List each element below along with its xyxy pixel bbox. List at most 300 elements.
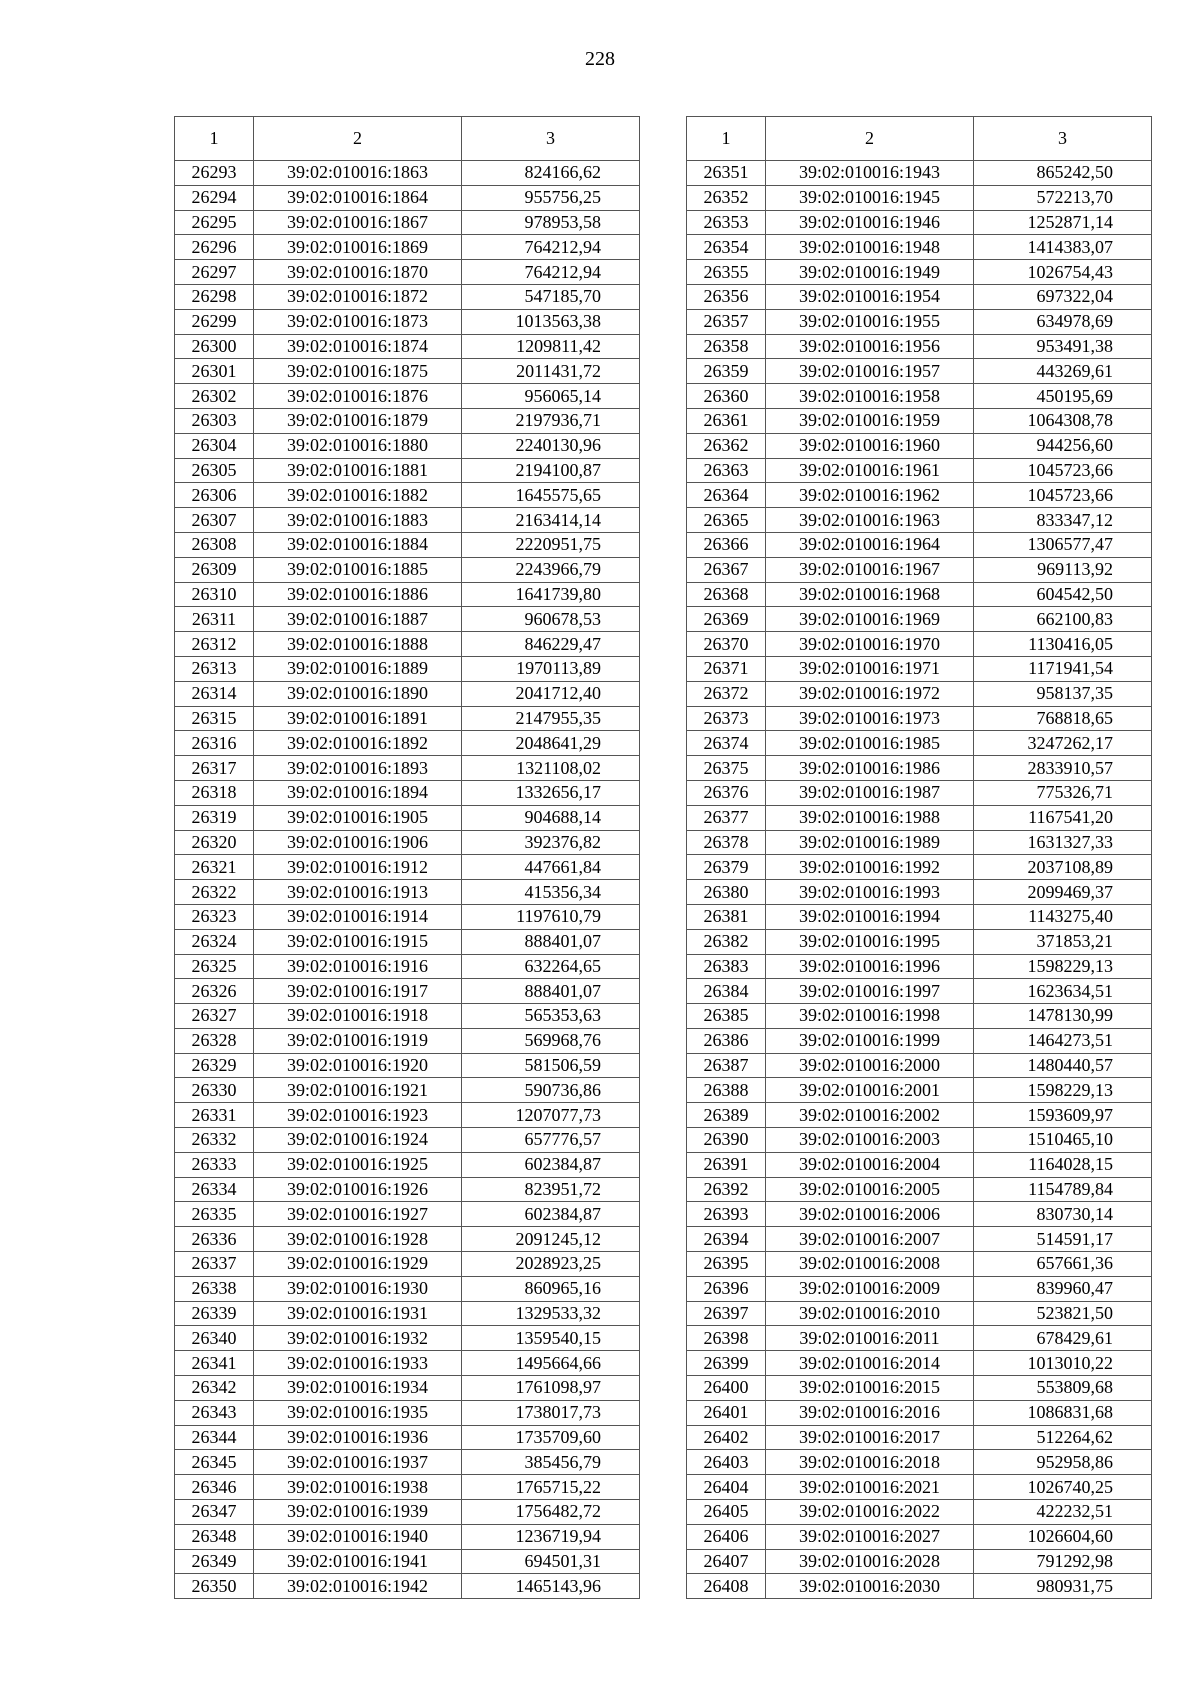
cadastral-number-cell: 39:02:010016:1886	[254, 582, 462, 607]
row-number-cell: 26348	[175, 1524, 254, 1549]
row-number-cell: 26293	[175, 161, 254, 186]
row-number-cell: 26294	[175, 185, 254, 210]
cadastral-number-cell: 39:02:010016:1995	[766, 929, 974, 954]
row-number-cell: 26358	[687, 334, 766, 359]
cadastral-number-cell: 39:02:010016:1869	[254, 235, 462, 260]
value-cell: 443269,61	[974, 359, 1152, 384]
row-number-cell: 26397	[687, 1301, 766, 1326]
cadastral-number-cell: 39:02:010016:1885	[254, 557, 462, 582]
cadastral-number-cell: 39:02:010016:1921	[254, 1078, 462, 1103]
row-number-cell: 26300	[175, 334, 254, 359]
value-cell: 1329533,32	[462, 1301, 640, 1326]
row-number-cell: 26371	[687, 656, 766, 681]
table-row	[687, 359, 1152, 384]
value-cell: 791292,98	[974, 1549, 1152, 1574]
row-number-cell: 26391	[687, 1152, 766, 1177]
value-cell: 764212,94	[462, 235, 640, 260]
cadastral-number-cell: 39:02:010016:1962	[766, 483, 974, 508]
cadastral-number-cell: 39:02:010016:1933	[254, 1351, 462, 1376]
value-cell: 1332656,17	[462, 780, 640, 805]
table-row	[175, 979, 640, 1004]
cadastral-number-cell: 39:02:010016:1958	[766, 384, 974, 409]
value-cell: 514591,17	[974, 1227, 1152, 1252]
row-number-cell: 26322	[175, 880, 254, 905]
row-number-cell: 26345	[175, 1450, 254, 1475]
table-row	[687, 1301, 1152, 1326]
cadastral-number-cell: 39:02:010016:1992	[766, 855, 974, 880]
row-number-cell: 26405	[687, 1500, 766, 1525]
cadastral-number-cell: 39:02:010016:1906	[254, 830, 462, 855]
table-row	[687, 433, 1152, 458]
table-row	[175, 161, 640, 186]
row-number-cell: 26314	[175, 681, 254, 706]
table-row	[175, 780, 640, 805]
row-number-cell: 26319	[175, 805, 254, 830]
value-cell: 1130416,05	[974, 632, 1152, 657]
cadastral-number-cell: 39:02:010016:1925	[254, 1152, 462, 1177]
table-row	[175, 904, 640, 929]
table-row	[175, 954, 640, 979]
table-row	[687, 1152, 1152, 1177]
table-row	[687, 161, 1152, 186]
value-cell: 944256,60	[974, 433, 1152, 458]
value-cell: 1593609,97	[974, 1103, 1152, 1128]
value-cell: 839960,47	[974, 1276, 1152, 1301]
value-cell: 602384,87	[462, 1202, 640, 1227]
table-header-row	[175, 117, 640, 161]
value-cell: 450195,69	[974, 384, 1152, 409]
row-number-cell: 26395	[687, 1252, 766, 1277]
cadastral-number-cell: 39:02:010016:1864	[254, 185, 462, 210]
value-cell: 553809,68	[974, 1376, 1152, 1401]
row-number-cell: 26333	[175, 1152, 254, 1177]
table-row	[687, 1475, 1152, 1500]
row-number-cell: 26370	[687, 632, 766, 657]
cadastral-number-cell: 39:02:010016:1874	[254, 334, 462, 359]
row-number-cell: 26340	[175, 1326, 254, 1351]
cadastral-number-cell: 39:02:010016:1939	[254, 1500, 462, 1525]
value-cell: 952958,86	[974, 1450, 1152, 1475]
column-header-1: 1	[175, 117, 254, 161]
table-row	[687, 1202, 1152, 1227]
cadastral-number-cell: 39:02:010016:1941	[254, 1549, 462, 1574]
cadastral-table-left	[174, 116, 640, 1599]
value-cell: 2163414,14	[462, 508, 640, 533]
row-number-cell: 26389	[687, 1103, 766, 1128]
cadastral-table-right	[686, 116, 1152, 1599]
table-row	[175, 1326, 640, 1351]
value-cell: 775326,71	[974, 780, 1152, 805]
cadastral-number-cell: 39:02:010016:1918	[254, 1004, 462, 1029]
table-row	[175, 1103, 640, 1128]
value-cell: 385456,79	[462, 1450, 640, 1475]
table-row	[175, 334, 640, 359]
value-cell: 960678,53	[462, 607, 640, 632]
row-number-cell: 26404	[687, 1475, 766, 1500]
table-row	[687, 1425, 1152, 1450]
table-row	[687, 979, 1152, 1004]
table-row	[175, 656, 640, 681]
value-cell: 565353,63	[462, 1004, 640, 1029]
value-cell: 523821,50	[974, 1301, 1152, 1326]
cadastral-number-cell: 39:02:010016:1917	[254, 979, 462, 1004]
row-number-cell: 26362	[687, 433, 766, 458]
row-number-cell: 26369	[687, 607, 766, 632]
table-row	[687, 210, 1152, 235]
table-row	[687, 1351, 1152, 1376]
table-row	[687, 1078, 1152, 1103]
row-number-cell: 26343	[175, 1400, 254, 1425]
value-cell: 2099469,37	[974, 880, 1152, 905]
cadastral-number-cell: 39:02:010016:1938	[254, 1475, 462, 1500]
row-number-cell: 26310	[175, 582, 254, 607]
row-number-cell: 26356	[687, 284, 766, 309]
cadastral-number-cell: 39:02:010016:1916	[254, 954, 462, 979]
row-number-cell: 26311	[175, 607, 254, 632]
table-row	[175, 582, 640, 607]
value-cell: 2011431,72	[462, 359, 640, 384]
table-row	[175, 408, 640, 433]
row-number-cell: 26316	[175, 731, 254, 756]
table-row	[687, 780, 1152, 805]
cadastral-number-cell: 39:02:010016:2022	[766, 1500, 974, 1525]
value-cell: 422232,51	[974, 1500, 1152, 1525]
value-cell: 823951,72	[462, 1177, 640, 1202]
table-row	[175, 384, 640, 409]
value-cell: 1735709,60	[462, 1425, 640, 1450]
table-row	[687, 880, 1152, 905]
value-cell: 2041712,40	[462, 681, 640, 706]
value-cell: 955756,25	[462, 185, 640, 210]
table-row	[687, 607, 1152, 632]
row-number-cell: 26334	[175, 1177, 254, 1202]
row-number-cell: 26406	[687, 1524, 766, 1549]
cadastral-number-cell: 39:02:010016:1926	[254, 1177, 462, 1202]
table-row	[175, 359, 640, 384]
table-row	[687, 1549, 1152, 1574]
cadastral-number-cell: 39:02:010016:1998	[766, 1004, 974, 1029]
row-number-cell: 26408	[687, 1574, 766, 1599]
cadastral-number-cell: 39:02:010016:1924	[254, 1128, 462, 1153]
row-number-cell: 26320	[175, 830, 254, 855]
value-cell: 2220951,75	[462, 532, 640, 557]
cadastral-number-cell: 39:02:010016:1973	[766, 706, 974, 731]
row-number-cell: 26377	[687, 805, 766, 830]
table-row	[687, 805, 1152, 830]
table-row	[175, 1252, 640, 1277]
table-row	[687, 830, 1152, 855]
cadastral-number-cell: 39:02:010016:1915	[254, 929, 462, 954]
row-number-cell: 26312	[175, 632, 254, 657]
row-number-cell: 26326	[175, 979, 254, 1004]
cadastral-number-cell: 39:02:010016:1863	[254, 161, 462, 186]
row-number-cell: 26297	[175, 260, 254, 285]
row-number-cell: 26372	[687, 681, 766, 706]
row-number-cell: 26384	[687, 979, 766, 1004]
row-number-cell: 26353	[687, 210, 766, 235]
row-number-cell: 26361	[687, 408, 766, 433]
cadastral-number-cell: 39:02:010016:1932	[254, 1326, 462, 1351]
cadastral-number-cell: 39:02:010016:1928	[254, 1227, 462, 1252]
cadastral-number-cell: 39:02:010016:1964	[766, 532, 974, 557]
value-cell: 3247262,17	[974, 731, 1152, 756]
value-cell: 953491,38	[974, 334, 1152, 359]
value-cell: 678429,61	[974, 1326, 1152, 1351]
cadastral-number-cell: 39:02:010016:1875	[254, 359, 462, 384]
cadastral-number-cell: 39:02:010016:2011	[766, 1326, 974, 1351]
table-row	[687, 1028, 1152, 1053]
page-number: 228	[585, 48, 615, 70]
row-number-cell: 26336	[175, 1227, 254, 1252]
value-cell: 694501,31	[462, 1549, 640, 1574]
table-row	[687, 582, 1152, 607]
cadastral-number-cell: 39:02:010016:1914	[254, 904, 462, 929]
row-number-cell: 26386	[687, 1028, 766, 1053]
table-row	[687, 855, 1152, 880]
table-row	[175, 1425, 640, 1450]
cadastral-number-cell: 39:02:010016:2010	[766, 1301, 974, 1326]
cadastral-number-cell: 39:02:010016:1967	[766, 557, 974, 582]
row-number-cell: 26364	[687, 483, 766, 508]
table-row	[687, 1177, 1152, 1202]
value-cell: 697322,04	[974, 284, 1152, 309]
value-cell: 978953,58	[462, 210, 640, 235]
cadastral-number-cell: 39:02:010016:1923	[254, 1103, 462, 1128]
value-cell: 1464273,51	[974, 1028, 1152, 1053]
column-header-1: 1	[687, 117, 766, 161]
value-cell: 1197610,79	[462, 904, 640, 929]
row-number-cell: 26380	[687, 880, 766, 905]
cadastral-number-cell: 39:02:010016:1945	[766, 185, 974, 210]
row-number-cell: 26306	[175, 483, 254, 508]
value-cell: 1359540,15	[462, 1326, 640, 1351]
table-row	[175, 1128, 640, 1153]
cadastral-number-cell: 39:02:010016:2028	[766, 1549, 974, 1574]
cadastral-number-cell: 39:02:010016:1970	[766, 632, 974, 657]
cadastral-number-cell: 39:02:010016:1887	[254, 607, 462, 632]
value-cell: 1510465,10	[974, 1128, 1152, 1153]
value-cell: 547185,70	[462, 284, 640, 309]
value-cell: 1209811,42	[462, 334, 640, 359]
row-number-cell: 26305	[175, 458, 254, 483]
cadastral-number-cell: 39:02:010016:1889	[254, 656, 462, 681]
cadastral-number-cell: 39:02:010016:1919	[254, 1028, 462, 1053]
cadastral-number-cell: 39:02:010016:1988	[766, 805, 974, 830]
table-row	[687, 557, 1152, 582]
row-number-cell: 26382	[687, 929, 766, 954]
cadastral-number-cell: 39:02:010016:1949	[766, 260, 974, 285]
cadastral-number-cell: 39:02:010016:1956	[766, 334, 974, 359]
row-number-cell: 26342	[175, 1376, 254, 1401]
row-number-cell: 26350	[175, 1574, 254, 1599]
table-row	[687, 1450, 1152, 1475]
row-number-cell: 26388	[687, 1078, 766, 1103]
cadastral-number-cell: 39:02:010016:1931	[254, 1301, 462, 1326]
value-cell: 569968,76	[462, 1028, 640, 1053]
value-cell: 2194100,87	[462, 458, 640, 483]
table-row	[687, 235, 1152, 260]
row-number-cell: 26400	[687, 1376, 766, 1401]
value-cell: 1064308,78	[974, 408, 1152, 433]
value-cell: 958137,35	[974, 681, 1152, 706]
cadastral-number-cell: 39:02:010016:1879	[254, 408, 462, 433]
value-cell: 1641739,80	[462, 582, 640, 607]
table-row	[175, 1177, 640, 1202]
row-number-cell: 26385	[687, 1004, 766, 1029]
cadastral-number-cell: 39:02:010016:2016	[766, 1400, 974, 1425]
column-header-2: 2	[254, 117, 462, 161]
value-cell: 447661,84	[462, 855, 640, 880]
cadastral-number-cell: 39:02:010016:2027	[766, 1524, 974, 1549]
cadastral-number-cell: 39:02:010016:1959	[766, 408, 974, 433]
row-number-cell: 26313	[175, 656, 254, 681]
row-number-cell: 26355	[687, 260, 766, 285]
value-cell: 1013010,22	[974, 1351, 1152, 1376]
value-cell: 572213,70	[974, 185, 1152, 210]
value-cell: 2197936,71	[462, 408, 640, 433]
cadastral-number-cell: 39:02:010016:2015	[766, 1376, 974, 1401]
value-cell: 2048641,29	[462, 731, 640, 756]
table-row	[175, 210, 640, 235]
value-cell: 1252871,14	[974, 210, 1152, 235]
value-cell: 1026740,25	[974, 1475, 1152, 1500]
cadastral-number-cell: 39:02:010016:2008	[766, 1252, 974, 1277]
row-number-cell: 26394	[687, 1227, 766, 1252]
value-cell: 1045723,66	[974, 458, 1152, 483]
row-number-cell: 26381	[687, 904, 766, 929]
table-row	[175, 1351, 640, 1376]
table-row	[175, 1524, 640, 1549]
cadastral-number-cell: 39:02:010016:1882	[254, 483, 462, 508]
row-number-cell: 26360	[687, 384, 766, 409]
cadastral-number-cell: 39:02:010016:2021	[766, 1475, 974, 1500]
cadastral-number-cell: 39:02:010016:1935	[254, 1400, 462, 1425]
value-cell: 1465143,96	[462, 1574, 640, 1599]
row-number-cell: 26325	[175, 954, 254, 979]
value-cell: 634978,69	[974, 309, 1152, 334]
cadastral-number-cell: 39:02:010016:1968	[766, 582, 974, 607]
row-number-cell: 26399	[687, 1351, 766, 1376]
table-row	[175, 1549, 640, 1574]
row-number-cell: 26301	[175, 359, 254, 384]
table-row	[687, 1252, 1152, 1277]
row-number-cell: 26307	[175, 508, 254, 533]
cadastral-number-cell: 39:02:010016:1997	[766, 979, 974, 1004]
row-number-cell: 26295	[175, 210, 254, 235]
value-cell: 657776,57	[462, 1128, 640, 1153]
cadastral-number-cell: 39:02:010016:1892	[254, 731, 462, 756]
row-number-cell: 26387	[687, 1053, 766, 1078]
cadastral-number-cell: 39:02:010016:1943	[766, 161, 974, 186]
row-number-cell: 26393	[687, 1202, 766, 1227]
table-row	[687, 1524, 1152, 1549]
table-row	[175, 309, 640, 334]
row-number-cell: 26351	[687, 161, 766, 186]
value-cell: 830730,14	[974, 1202, 1152, 1227]
table-row	[175, 1004, 640, 1029]
value-cell: 1738017,73	[462, 1400, 640, 1425]
row-number-cell: 26374	[687, 731, 766, 756]
value-cell: 1645575,65	[462, 483, 640, 508]
table-row	[175, 508, 640, 533]
value-cell: 1761098,97	[462, 1376, 640, 1401]
cadastral-number-cell: 39:02:010016:1876	[254, 384, 462, 409]
row-number-cell: 26321	[175, 855, 254, 880]
row-number-cell: 26357	[687, 309, 766, 334]
table-row	[687, 1227, 1152, 1252]
cadastral-number-cell: 39:02:010016:2018	[766, 1450, 974, 1475]
cadastral-number-cell: 39:02:010016:1985	[766, 731, 974, 756]
table-row	[687, 334, 1152, 359]
table-row	[687, 954, 1152, 979]
value-cell: 662100,83	[974, 607, 1152, 632]
table-row	[687, 929, 1152, 954]
table-row	[687, 706, 1152, 731]
row-number-cell: 26338	[175, 1276, 254, 1301]
row-number-cell: 26315	[175, 706, 254, 731]
table-row	[175, 805, 640, 830]
table-row	[175, 1053, 640, 1078]
row-number-cell: 26308	[175, 532, 254, 557]
cadastral-number-cell: 39:02:010016:1890	[254, 681, 462, 706]
table-row	[687, 532, 1152, 557]
row-number-cell: 26346	[175, 1475, 254, 1500]
row-number-cell: 26373	[687, 706, 766, 731]
table-row	[175, 706, 640, 731]
cadastral-number-cell: 39:02:010016:1963	[766, 508, 974, 533]
cadastral-number-cell: 39:02:010016:1913	[254, 880, 462, 905]
table-row	[687, 309, 1152, 334]
cadastral-number-cell: 39:02:010016:2004	[766, 1152, 974, 1177]
table-row	[687, 1004, 1152, 1029]
value-cell: 860965,16	[462, 1276, 640, 1301]
value-cell: 2833910,57	[974, 756, 1152, 781]
table-row	[175, 1028, 640, 1053]
cadastral-number-cell: 39:02:010016:1884	[254, 532, 462, 557]
cadastral-number-cell: 39:02:010016:1954	[766, 284, 974, 309]
cadastral-number-cell: 39:02:010016:1881	[254, 458, 462, 483]
value-cell: 764212,94	[462, 260, 640, 285]
cadastral-number-cell: 39:02:010016:1872	[254, 284, 462, 309]
row-number-cell: 26309	[175, 557, 254, 582]
table-row	[175, 1276, 640, 1301]
cadastral-number-cell: 39:02:010016:1934	[254, 1376, 462, 1401]
row-number-cell: 26390	[687, 1128, 766, 1153]
table-row	[175, 880, 640, 905]
table-row	[687, 508, 1152, 533]
cadastral-number-cell: 39:02:010016:1940	[254, 1524, 462, 1549]
table-row	[175, 532, 640, 557]
cadastral-number-cell: 39:02:010016:1870	[254, 260, 462, 285]
value-cell: 2147955,35	[462, 706, 640, 731]
cadastral-number-cell: 39:02:010016:1986	[766, 756, 974, 781]
row-number-cell: 26352	[687, 185, 766, 210]
row-number-cell: 26330	[175, 1078, 254, 1103]
cadastral-number-cell: 39:02:010016:1888	[254, 632, 462, 657]
row-number-cell: 26407	[687, 1549, 766, 1574]
row-number-cell: 26379	[687, 855, 766, 880]
cadastral-number-cell: 39:02:010016:1993	[766, 880, 974, 905]
table-row	[175, 1301, 640, 1326]
value-cell: 2240130,96	[462, 433, 640, 458]
row-number-cell: 26298	[175, 284, 254, 309]
value-cell: 1167541,20	[974, 805, 1152, 830]
value-cell: 824166,62	[462, 161, 640, 186]
row-number-cell: 26318	[175, 780, 254, 805]
value-cell: 1414383,07	[974, 235, 1152, 260]
table-row	[687, 681, 1152, 706]
table-row	[175, 731, 640, 756]
